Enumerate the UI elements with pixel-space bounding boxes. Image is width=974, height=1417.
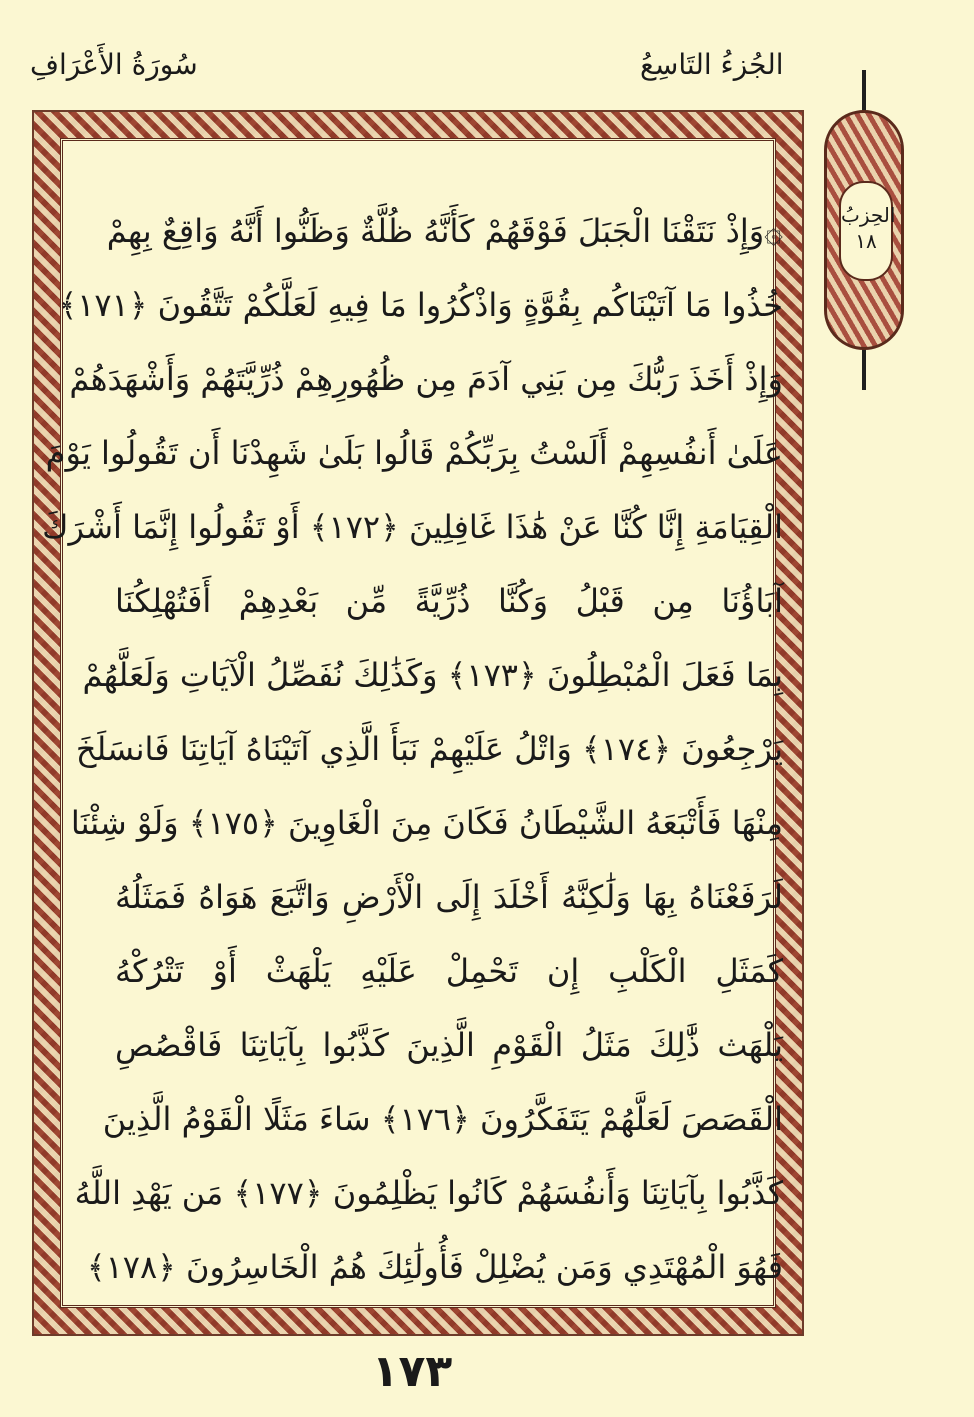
verse-line: كَذَّبُوا بِآيَاتِنَا وَأَنفُسَهُمْ كَانُوا يَظْلِمُونَ ﴿١٧٧﴾ مَن يَهْدِ اللَّهُ xyxy=(74,1174,783,1212)
verse-line: يَرْجِعُونَ ﴿١٧٤﴾ وَاتْلُ عَلَيْهِمْ نَبَأَ الَّذِي آتَيْنَاهُ آيَاتِنَا فَانسَلَخَ xyxy=(75,730,783,768)
verse-line: كَمَثَلِ الْكَلْبِ إِن تَحْمِلْ عَلَيْهِ يَلْهَثْ أَوْ تَتْرُكْهُ xyxy=(115,952,783,990)
verse-line: يَلْهَث ذَّٰلِكَ مَثَلُ الْقَوْمِ الَّذِينَ كَذَّبُوا بِآيَاتِنَا فَاقْصُصِ xyxy=(115,1026,783,1064)
ornamental-border xyxy=(32,110,804,1336)
verse-line: آبَاؤُنَا مِن قَبْلُ وَكُنَّا ذُرِّيَّةً مِّن بَعْدِهِمْ أَفَتُهْلِكُنَا xyxy=(115,582,783,620)
hizb-label-box xyxy=(839,181,896,281)
verse-line: فَهُوَ الْمُهْتَدِي وَمَن يُضْلِلْ فَأُولَٰئِكَ هُمُ الْخَاسِرُونَ ﴿١٧٨﴾ xyxy=(86,1248,783,1286)
verse-line: ۞وَإِذْ نَتَقْنَا الْجَبَلَ فَوْقَهُمْ كَأَنَّهُ ظُلَّةٌ وَظَنُّوا أَنَّهُ وَاقِعٌ بِهِمْ xyxy=(106,212,783,250)
hizb-number: ١٨ xyxy=(855,229,877,253)
verse-line: خُذُوا مَا آتَيْنَاكُم بِقُوَّةٍ وَاذْكُرُوا مَا فِيهِ لَعَلَّكُمْ تَتَّقُونَ ﴿١٧١﴾ xyxy=(58,286,783,324)
juz-header: الجُزءُ التَاسِعُ xyxy=(640,48,784,81)
hizb-marker xyxy=(818,70,910,390)
text-frame xyxy=(42,138,783,1308)
verse-line: الْقَصَصَ لَعَلَّهُمْ يَتَفَكَّرُونَ ﴿١٧٦﴾ سَاءَ مَثَلًا الْقَوْمُ الَّذِينَ xyxy=(102,1100,783,1138)
verse-line: لَرَفَعْنَاهُ بِهَا وَلَٰكِنَّهُ أَخْلَدَ إِلَى الْأَرْضِ وَاتَّبَعَ هَوَاهُ فَمَثَلُهُ xyxy=(115,878,783,916)
verse-line: وَإِذْ أَخَذَ رَبُّكَ مِن بَنِي آدَمَ مِن ظُهُورِهِمْ ذُرِّيَّتَهُمْ وَأَشْهَدَهُمْ xyxy=(69,360,783,398)
verse-text-area xyxy=(42,199,783,1309)
verse-line: مِنْهَا فَأَتْبَعَهُ الشَّيْطَانُ فَكَانَ مِنَ الْغَاوِينَ ﴿١٧٥﴾ وَلَوْ شِئْنَا xyxy=(70,804,783,842)
surah-header: سُورَةُ الأَعْرَافِ xyxy=(30,48,198,81)
verse-line: بِمَا فَعَلَ الْمُبْطِلُونَ ﴿١٧٣﴾ وَكَذَٰلِكَ نُفَصِّلُ الْآيَاتِ وَلَعَلَّهُمْ xyxy=(82,656,783,694)
verse-line: عَلَىٰ أَنفُسِهِمْ أَلَسْتُ بِرَبِّكُمْ قَالُوا بَلَىٰ شَهِدْنَا أَن تَقُولُوا يَوْمَ xyxy=(45,434,783,472)
page-number: ١٧٣ xyxy=(371,1346,453,1397)
hizb-label: الحِزبُ xyxy=(841,203,896,227)
verse-line: الْقِيَامَةِ إِنَّا كُنَّا عَنْ هَٰذَا غَافِلِينَ ﴿١٧٢﴾ أَوْ تَقُولُوا إِنَّمَا أَشْرَكَ xyxy=(42,508,783,546)
hizb-medallion-icon xyxy=(824,110,904,350)
